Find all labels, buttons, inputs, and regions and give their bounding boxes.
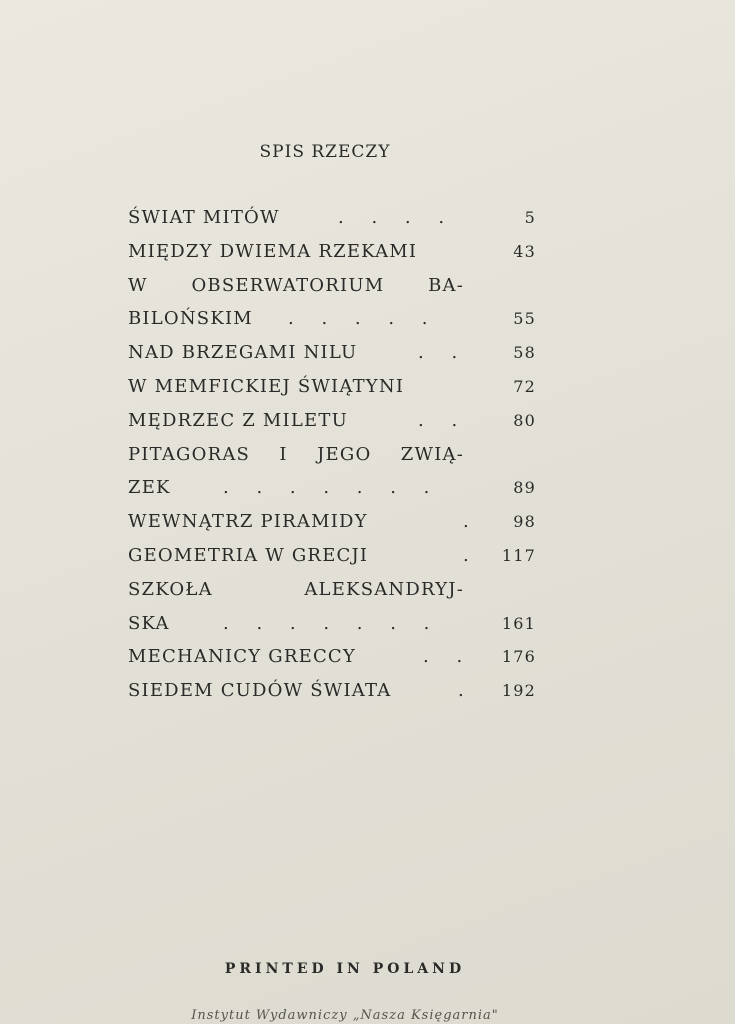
toc-entry-title: PITAGORAS I JEGO ZWIĄ- — [128, 443, 464, 465]
toc-entry — [128, 404, 548, 438]
toc-entry-page: 117 — [501, 545, 536, 565]
printed-in-notice: PRINTED IN POLAND — [224, 961, 466, 977]
toc-entry-leader: . . — [423, 646, 474, 668]
toc-entry-title: W MEMFICKIEJ ŚWIĄTYNI — [128, 375, 405, 397]
toc-entry — [128, 302, 548, 336]
toc-entry — [128, 336, 548, 370]
publisher-line: Instytut Wydawniczy „Nasza Księgarnia" — [191, 1008, 499, 1023]
table-of-contents — [128, 201, 548, 708]
toc-entry-title: SIEDEM CUDÓW ŚWIATA — [128, 680, 392, 702]
toc-entry-title: ŚWIAT MITÓW — [128, 207, 280, 228]
toc-entry-page: 43 — [513, 241, 536, 261]
toc-entry-leader: . . . . . . . — [223, 477, 441, 499]
toc-entry-page: 161 — [501, 613, 536, 633]
toc-entry-page: 98 — [513, 512, 536, 532]
toc-entry-leader: . . . . — [338, 207, 456, 228]
toc-entry-leader: . — [463, 544, 480, 566]
toc-entry-leader: . . . . . — [288, 308, 439, 330]
toc-entry-title: SZKOŁA ALEKSANDRYJ- — [128, 578, 464, 600]
toc-entry-title: MECHANICY GRECCY — [128, 646, 356, 668]
toc-entry-page: 55 — [513, 309, 536, 329]
toc-entry-title: SKA — [128, 612, 170, 634]
toc-entry-leader: . — [463, 511, 480, 533]
toc-entry — [128, 269, 548, 303]
toc-entry-page: 176 — [501, 647, 536, 667]
toc-entry-title: W OBSERWATORIUM BA- — [128, 274, 464, 296]
toc-entry — [128, 539, 548, 573]
toc-entry-leader: . . — [418, 409, 469, 431]
toc-entry-title: MIĘDZY DWIEMA RZEKAMI — [128, 240, 418, 262]
toc-entry-title: GEOMETRIA W GRECJI — [128, 544, 369, 566]
toc-entry — [128, 438, 548, 472]
toc-entry-title: NAD BRZEGAMI NILU — [128, 342, 358, 364]
toc-entry-title: WEWNĄTRZ PIRAMIDY — [128, 511, 368, 533]
toc-entry-page: 72 — [513, 376, 536, 396]
toc-entry — [128, 607, 548, 641]
toc-entry — [128, 201, 548, 235]
toc-entry-leader: . . . . . . . — [223, 612, 441, 634]
toc-entry-page: 80 — [513, 410, 536, 430]
toc-entry — [128, 640, 548, 674]
toc-entry — [128, 674, 548, 708]
toc-entry — [128, 573, 548, 607]
toc-entry-leader: . . — [418, 342, 469, 364]
toc-entry-title: BILOŃSKIM — [128, 308, 253, 330]
toc-entry-leader: . — [458, 680, 475, 702]
toc-heading: SPIS RZECZY — [259, 142, 391, 162]
toc-entry — [128, 370, 548, 404]
toc-entry-page: 192 — [501, 681, 536, 701]
toc-entry-title: MĘDRZEC Z MILETU — [128, 409, 348, 431]
toc-entry — [128, 471, 548, 505]
toc-entry-page: 5 — [524, 208, 536, 227]
toc-entry-page: 58 — [513, 343, 536, 363]
toc-entry-title: ZEK — [128, 477, 171, 499]
toc-entry-page: 89 — [513, 478, 536, 498]
toc-entry — [128, 235, 548, 269]
toc-entry — [128, 505, 548, 539]
